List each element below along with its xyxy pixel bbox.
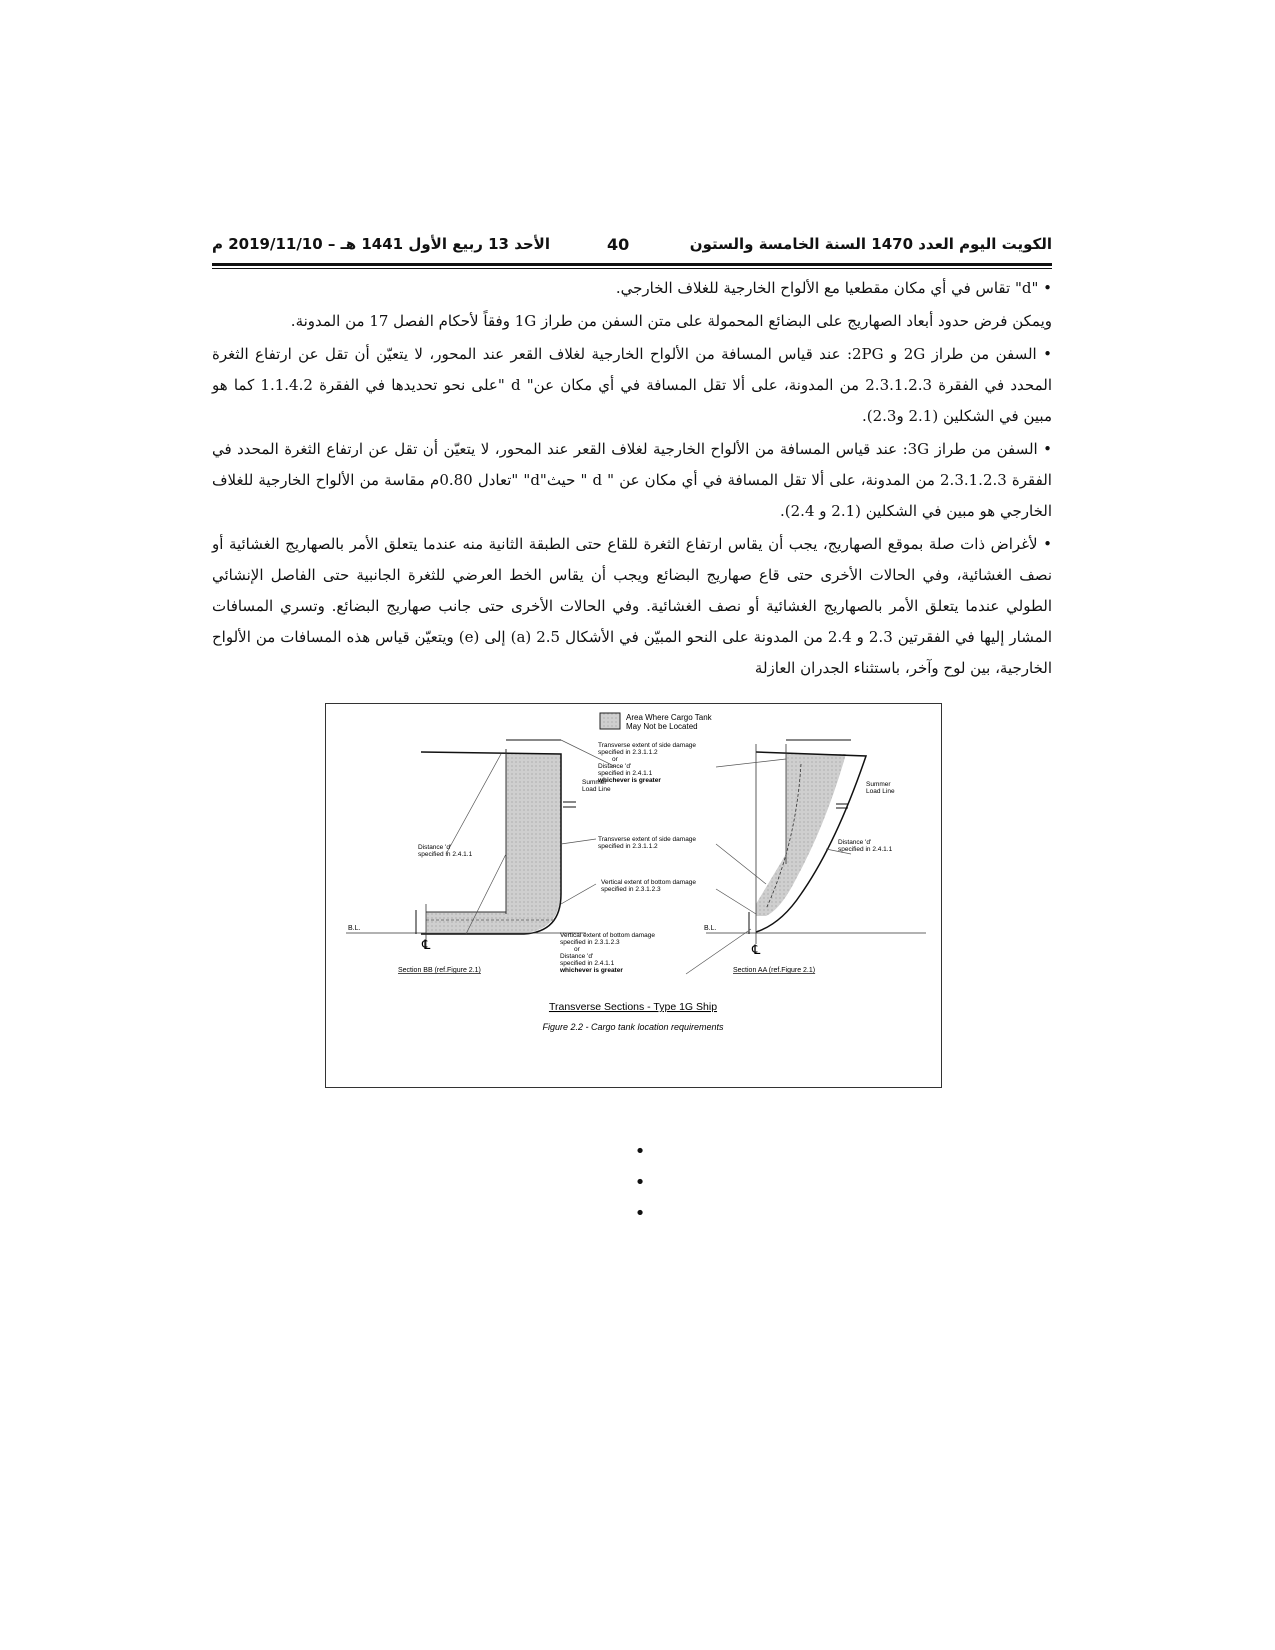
article-body <box>212 273 1052 686</box>
paragraph-5: • لأغراض ذات صلة بموقع الصهاريج، يجب أن يقاس ارتفاع الثغرة للقاع حتى الطبقة الثانية منه عندما يتعلق الأمر بالصهاريج الغشائية أو نصف الغشائية، وفي الحالات الأخرى حتى قاع صهاريج البضائع ويجب أن يقاس الخط العرضي للثغرة الجانبية حتى الفاصل الإنشائي الطولي عندما يتعلق الأمر بالصهاريج الغشائية أو نصف الغشائية. وفي الحالات الأخرى حتى جانب صهاريج البضائع. وتسري المسافات المشار إليها في الفقرتين 2.3 و 2.4 من المدونة على النحو المبيّن في الأشكال 2.5 (a) إلى (e) ويتعيّن قياس هذه المسافات من الألواح الخارجية، بين لوح وآخر، باستثناء الجدران العازلة <box>212 529 1052 684</box>
figure-drawing <box>326 704 941 1087</box>
bottom-note-3: or <box>574 946 580 953</box>
summer-right-1: Summer <box>866 781 891 788</box>
paragraph-2: ويمكن فرض حدود أبعاد الصهاريج على البضائع المحمولة على متن السفن من طراز 1G وفقاً لأحكام الفصل 17 من المدونة. <box>290 312 1052 330</box>
vert-note-1: Vertical extent of bottom damage <box>601 879 697 886</box>
mid-note-1: Transverse extent of side damage <box>598 836 697 843</box>
bottom-note-1: Vertical extent of bottom damage <box>560 932 656 939</box>
top-note-3: or <box>612 756 618 763</box>
section-aa-drawing <box>686 740 926 974</box>
cargo-tank-figure <box>325 703 942 1088</box>
dist-left-2: specified in 2.4.1.1 <box>418 851 473 858</box>
legend-line1: Area Where Cargo Tank <box>626 713 712 722</box>
header-rule-thin <box>212 268 1052 269</box>
section-aa-label: Section AA (ref.Figure 2.1) <box>733 967 816 974</box>
bottom-note-6: whichever is greater <box>560 967 623 974</box>
bottom-note-2: specified in 2.3.1.2.3 <box>560 939 620 946</box>
bottom-note-4: Distance 'd' <box>560 953 594 960</box>
dot-2: • <box>634 1172 646 1193</box>
paragraph-3: • السفن من طراز 2G و 2PG: عند قياس المسافة من الألواح الخارجية لغلاف القعر عند المحور، لا يتعيّن أن تقل عن ارتفاع الثغرة المحدد في الفقرة 2.3.1.2.3 من المدونة، على ألا تقل المسافة في أي مكان عن" d "على نحو تحديدها في الفقرة 1.1.4.2 كما هو مبين في الشكلين (2.1 و2.3). <box>212 339 1052 432</box>
centerline-left-icon: ℄ <box>422 937 431 952</box>
legend-swatch <box>600 713 620 729</box>
header-gazette-info: الكويت اليوم العدد 1470 السنة الخامسة والستون <box>689 235 1052 253</box>
legend-line2: May Not be Located <box>626 722 698 731</box>
paragraph-4: • السفن من طراز 3G: عند قياس المسافة من الألواح الخارجية لغلاف القعر عند المحور، لا يتعيّن أن تقل عن ارتفاع الثغرة المحدد في الفقرة 2.3.1.2.3 من المدونة، على ألا تقل المسافة في أي مكان عن " d " حيث"d" "تعادل 0.80م مقاسة من الألواح الخارجية للغلاف الخارجي هو مبين في الشكلين (2.1 و 2.4). <box>212 434 1052 527</box>
summer-left-2: Load Line <box>582 786 611 793</box>
section-bb-label: Section BB (ref.Figure 2.1) <box>398 967 481 974</box>
dot-3: • <box>634 1203 646 1224</box>
top-note-2: specified in 2.3.1.1.2 <box>598 749 658 756</box>
figure-subtitle: Transverse Sections - Type 1G Ship <box>548 1001 718 1013</box>
figure-caption: Figure 2.2 - Cargo tank location requirements <box>542 1022 724 1032</box>
bl-left: B.L. <box>348 925 361 932</box>
dist-right-1: Distance 'd' <box>838 839 872 846</box>
section-bb-drawing <box>346 740 616 949</box>
header-rule <box>212 263 1052 266</box>
top-note-1: Transverse extent of side damage <box>598 742 697 749</box>
top-note-6: whichever is greater <box>598 777 661 784</box>
page-number: 40 <box>607 235 630 254</box>
summer-left-1: Summer <box>582 779 607 786</box>
vert-note-2: specified in 2.3.1.2.3 <box>601 886 661 893</box>
paragraph-1: • "d" تقاس في أي مكان مقطعيا مع الألواح الخارجية للغلاف الخارجي. <box>212 273 1052 304</box>
page-header <box>212 231 1052 261</box>
header-date: الأحد 13 ربيع الأول 1441 هـ – 2019/11/10 م <box>212 235 550 253</box>
centerline-right-icon: ℄ <box>752 942 761 957</box>
dot-1: • <box>634 1141 646 1162</box>
trailing-dots <box>620 1136 660 1229</box>
dist-left-1: Distance 'd' <box>418 844 452 851</box>
dist-right-2: specified in 2.4.1.1 <box>838 846 893 853</box>
summer-right-2: Load Line <box>866 788 895 795</box>
top-note-5: specified in 2.4.1.1 <box>598 770 653 777</box>
bl-right: B.L. <box>704 925 717 932</box>
bottom-note-5: specified in 2.4.1.1 <box>560 960 615 967</box>
top-note-4: Distance 'd' <box>598 763 632 770</box>
mid-note-2: specified in 2.3.1.1.2 <box>598 843 658 850</box>
